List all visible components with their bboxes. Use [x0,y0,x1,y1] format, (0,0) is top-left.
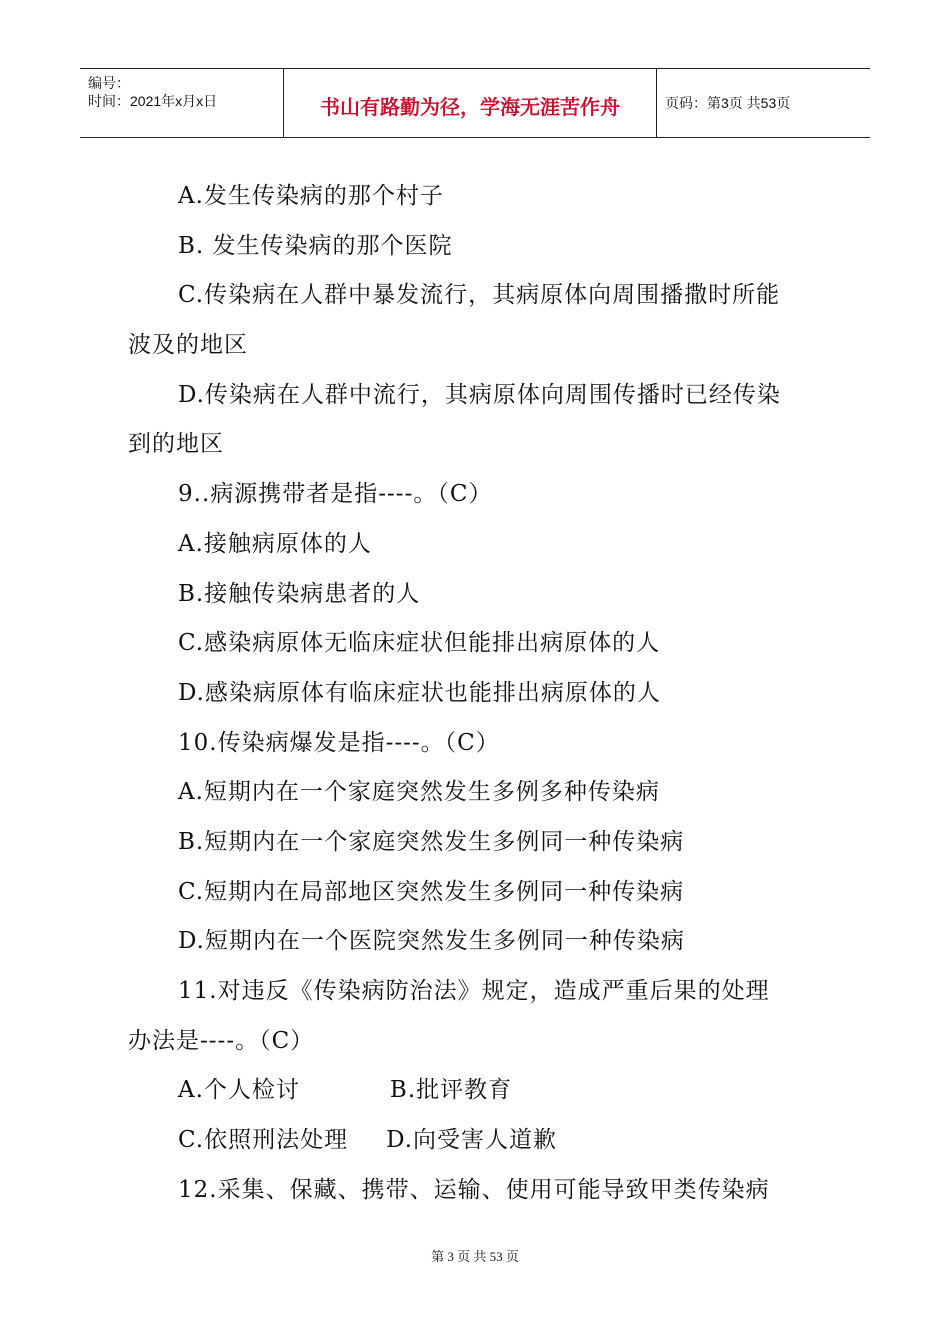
question-9: 9..病源携带者是指----。（C） [178,481,493,508]
option-c-q11: C.依照刑法处理 [178,1127,349,1154]
options-ab-q11 [128,1066,828,1116]
question-12: 12.采集、保藏、携带、运输、使用可能导致甲类传染病 [178,1176,770,1203]
option-b-q8: B. 发生传染病的那个医院 [178,232,453,259]
date-line: 时间：2021年x月x日 [88,93,218,109]
option-d-q8-cont: 到的地区 [128,431,224,458]
page-header [80,68,870,138]
option-b-q9: B.接触传染病患者的人 [178,580,421,607]
options-cd-q11 [128,1116,828,1166]
option-a-q11: A.个人检讨 [178,1077,300,1104]
header-right-cell [655,69,870,137]
option-a-q9: A.接触病原体的人 [178,530,372,557]
option-b-q10: B.短期内在一个家庭突然发生多例同一种传染病 [178,828,685,855]
page-info: 页码：第3页 共53页 [665,95,791,111]
motto: 书山有路勤为径，学海无涯苦作舟 [320,97,620,119]
option-a-q8: A.发生传染病的那个村子 [178,183,444,209]
option-d-q8: D.传染病在人群中流行，其病原体向周围传播时已经传染 [178,381,781,408]
option-d-q9: D.感染病原体有临床症状也能排出病原体的人 [178,679,661,706]
option-d-q11: D.向受害人道歉 [386,1127,558,1154]
option-c-q8: C.传染病在人群中暴发流行，其病原体向周围播撒时所能 [178,282,781,309]
question-11: 11.对违反《传染病防治法》规定，造成严重后果的处理 [178,978,770,1004]
question-10: 10.传染病爆发是指----。（C） [178,729,500,756]
question-11-cont: 办法是----。（C） [128,1027,315,1054]
page-footer: 第 3 页 共 53 页 [431,1249,519,1264]
option-d-q10: D.短期内在一个医院突然发生多例同一种传染病 [178,928,685,955]
number-label: 编号： [88,75,130,91]
header-left-cell [80,69,280,137]
option-b-q11: B.批评教育 [389,1077,513,1104]
option-a-q10: A.短期内在一个家庭突然发生多例多种传染病 [178,779,660,806]
option-c-q8-cont: 波及的地区 [128,332,248,359]
document-body [128,172,828,1215]
header-middle-cell [283,69,657,137]
option-c-q10: C.短期内在局部地区突然发生多例同一种传染病 [178,878,685,905]
option-c-q9: C.感染病原体无临床症状但能排出病原体的人 [178,630,661,657]
